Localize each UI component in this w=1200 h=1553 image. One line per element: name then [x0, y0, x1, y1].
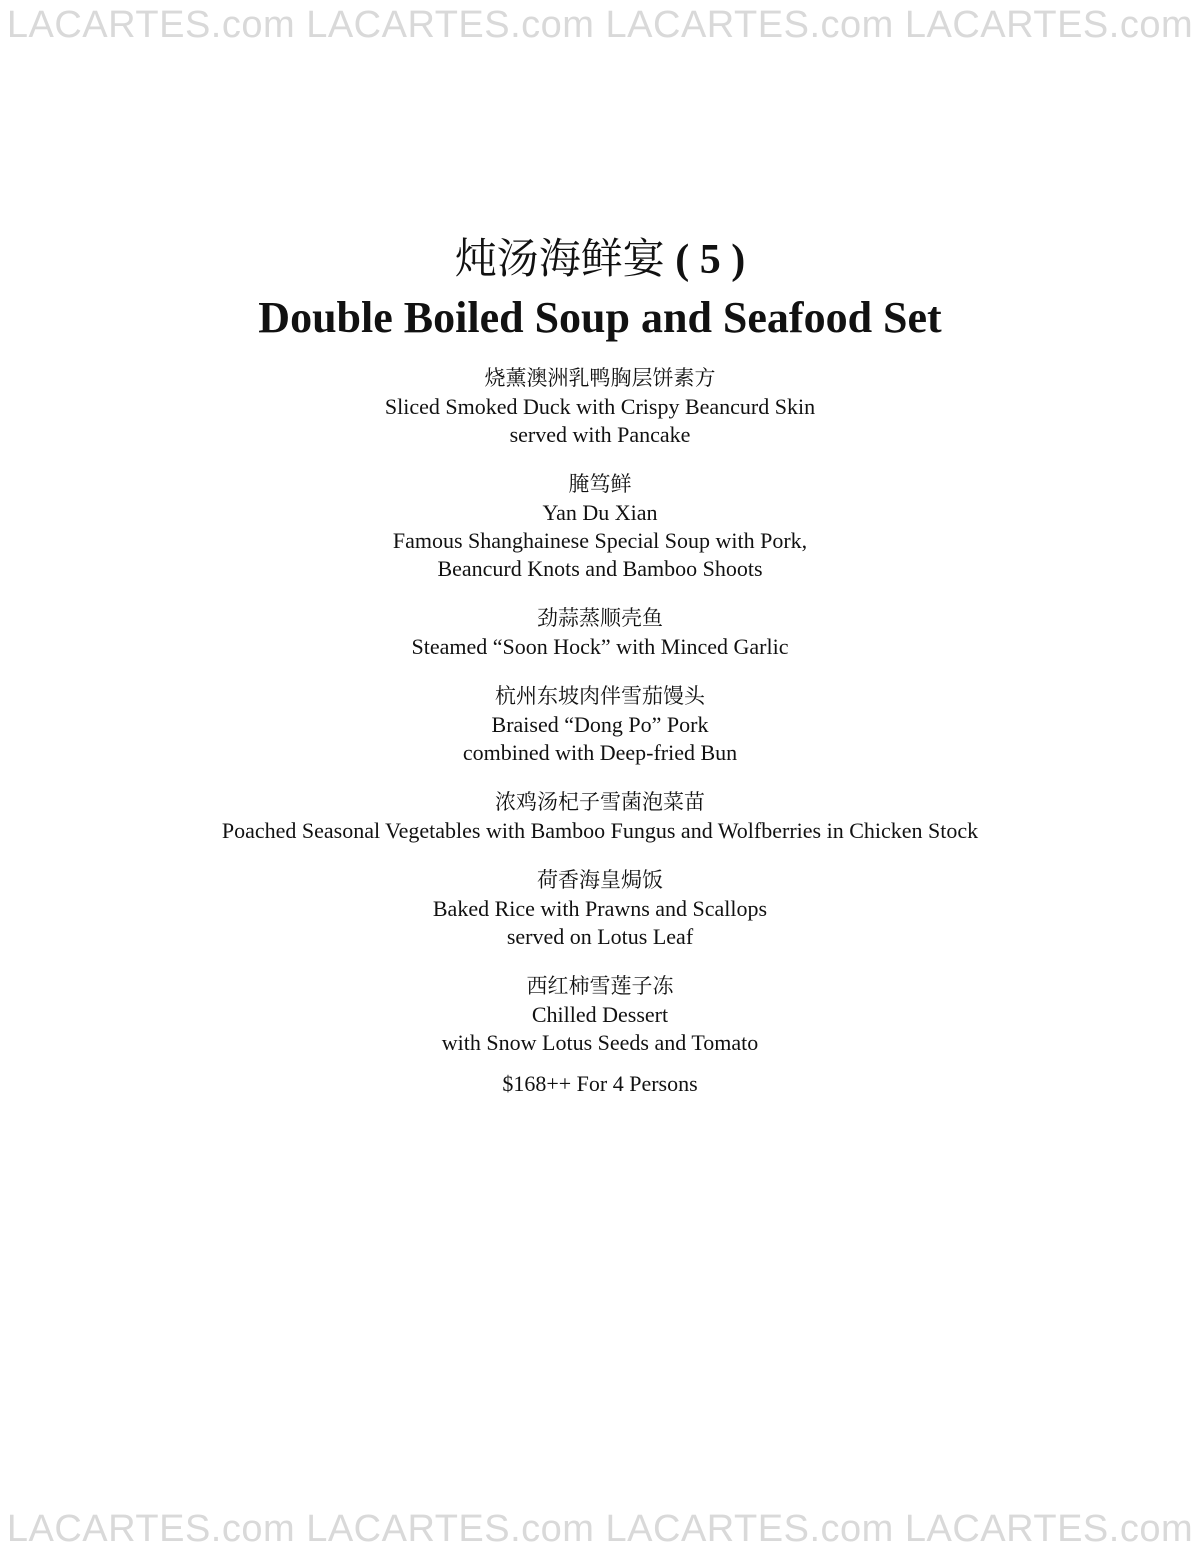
menu-number: ( 5 ): [675, 237, 746, 283]
watermark-bottom: LACARTES.com LACARTES.com LACARTES.com LACARTES.com: [6, 1508, 1194, 1550]
set-price: $168++ For 4 Persons: [502, 1071, 698, 1096]
set-menu: [0, 232, 1200, 1098]
dish-name-chinese: 杭州东坡肉伴雪茄馒头: [495, 684, 705, 708]
dish-name-english: Sliced Smoked Duck with Crispy Beancurd Skin: [384, 394, 816, 419]
watermark-top: LACARTES.com LACARTES.com LACARTES.com LACARTES.com: [6, 4, 1194, 46]
dish-name-english: Steamed “Soon Hock” with Minced Garlic: [411, 634, 789, 659]
dish-description: Famous Shanghainese Special Soup with Pork,: [392, 528, 808, 553]
dish-item: [0, 604, 1200, 661]
dish-name-chinese: 烧薰澳洲乳鸭胸层饼素方: [484, 366, 716, 390]
dish-item: [0, 470, 1200, 583]
dish-item: [0, 972, 1200, 1057]
dish-description: served on Lotus Leaf: [506, 924, 694, 949]
dish-name-chinese: 浓鸡汤杞子雪菌泡菜苗: [495, 790, 705, 814]
dish-description: with Snow Lotus Seeds and Tomato: [441, 1030, 759, 1055]
dish-item: [0, 866, 1200, 951]
dish-name-english: Chilled Dessert: [531, 1002, 669, 1027]
dish-item: [0, 682, 1200, 767]
dish-name-chinese: 荷香海皇焗饭: [537, 868, 663, 892]
dish-item: [0, 788, 1200, 845]
dish-name-english: Baked Rice with Prawns and Scallops: [432, 896, 768, 921]
dish-description: combined with Deep-fried Bun: [462, 740, 738, 765]
dish-name-english: Yan Du Xian: [542, 500, 658, 525]
menu-title-chinese: [0, 232, 1200, 288]
dish-description: served with Pancake: [509, 422, 691, 447]
dish-name-english: Braised “Dong Po” Pork: [491, 712, 709, 737]
menu-title-chinese-text: 炖汤海鲜宴: [454, 237, 665, 283]
dish-item: [0, 364, 1200, 449]
menu-title-english: Double Boiled Soup and Seafood Set: [258, 293, 942, 342]
dish-name-chinese: 腌笃鲜: [568, 472, 632, 496]
dish-name-english: Poached Seasonal Vegetables with Bamboo Fungus and Wolfberries in Chicken Stock: [221, 818, 979, 843]
dish-name-chinese: 劲蒜蒸顺壳鱼: [537, 606, 663, 630]
dish-name-chinese: 西红柿雪莲子冻: [526, 974, 674, 998]
dish-description: Beancurd Knots and Bamboo Shoots: [437, 556, 763, 581]
